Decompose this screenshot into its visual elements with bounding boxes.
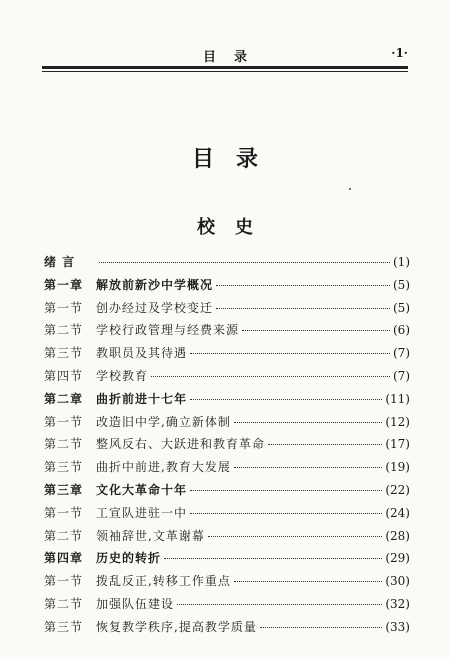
toc-entry-page: (17): [385, 437, 410, 452]
dot-leader: [164, 558, 382, 559]
toc-entry-page: (1): [393, 255, 410, 269]
running-title: 目录: [202, 50, 265, 65]
toc-entry[interactable]: [44, 458, 410, 481]
page-number: ·1·: [391, 46, 408, 60]
toc-entry[interactable]: [44, 595, 410, 618]
toc-entry-page: (30): [385, 574, 410, 589]
toc-entry-title: 学校教育: [96, 368, 149, 383]
dot-leader: [190, 490, 382, 491]
toc-entry-label: 第二章: [44, 391, 84, 406]
toc-entry[interactable]: [44, 299, 410, 322]
toc-entry[interactable]: [44, 435, 410, 458]
toc-entry-title: 恢复教学秩序,提高教学质量: [96, 619, 257, 634]
toc-entry-label: 第一节: [44, 505, 84, 520]
dot-leader: [268, 444, 382, 445]
dot-leader: [216, 308, 390, 309]
toc-entry[interactable]: [44, 344, 410, 367]
toc-entry-page: (22): [385, 482, 410, 497]
toc-entry-title: 拨乱反正,转移工作重点: [96, 574, 231, 589]
dot-leader: [190, 353, 390, 354]
dot-leader: [99, 262, 390, 263]
toc-entry[interactable]: [44, 504, 410, 527]
toc-entry-label: 第二节: [44, 437, 84, 452]
dot-leader: [260, 627, 383, 628]
print-speck: [349, 188, 351, 190]
page-title: 目录: [191, 147, 280, 172]
toc-entry[interactable]: [44, 527, 410, 550]
toc-entry-label: 第一章: [44, 277, 84, 292]
toc-entry-label: 第一节: [44, 574, 84, 589]
toc-entry[interactable]: [44, 367, 410, 390]
toc-entry-label: 第二节: [44, 528, 84, 543]
toc-entry-label: 第四章: [44, 551, 84, 566]
dot-leader: [234, 467, 383, 468]
header-rule-thin: [42, 71, 408, 72]
toc-entry-title: 文化大革命十年: [96, 482, 188, 497]
toc-entry-label: 绪 言: [44, 255, 76, 269]
toc-entry-title: 教职员及其待遇: [96, 346, 188, 361]
toc-entry-page: (5): [393, 277, 410, 292]
dot-leader: [190, 513, 382, 514]
header-rule-thick: [42, 66, 408, 69]
toc-entry-page: (33): [385, 619, 410, 634]
dot-leader: [234, 422, 383, 423]
toc-entry-page: (5): [393, 300, 410, 315]
toc-entry-title: 改造旧中学,确立新体制: [96, 414, 231, 429]
toc-entry-page: (19): [385, 460, 410, 475]
toc-entry[interactable]: [44, 276, 410, 299]
toc-entry-label: 第四节: [44, 368, 84, 383]
toc-entry-label: 第三节: [44, 460, 84, 475]
table-of-contents: [44, 253, 410, 641]
toc-entry[interactable]: [44, 572, 410, 595]
toc-entry-page: (24): [385, 505, 410, 520]
toc-entry-label: 第三节: [44, 346, 84, 361]
toc-entry[interactable]: [44, 618, 410, 641]
toc-entry-title: 曲折前进十七年: [96, 391, 188, 406]
toc-entry-title: 创办经过及学校变迁: [96, 300, 214, 315]
toc-entry-title: 解放前新沙中学概况: [96, 277, 214, 292]
toc-entry-page: (7): [393, 368, 410, 383]
toc-entry-label: 第一节: [44, 414, 84, 429]
toc-entry-page: (32): [385, 596, 410, 611]
toc-entry-page: (29): [385, 551, 410, 566]
dot-leader: [177, 604, 382, 605]
toc-entry-page: (28): [385, 528, 410, 543]
toc-entry-title: 领袖辞世,文革谢幕: [96, 528, 205, 543]
dot-leader: [208, 536, 383, 537]
toc-entry-label: 第二节: [44, 323, 84, 338]
toc-entry-label: 第一节: [44, 300, 84, 315]
section-title: 校史: [197, 217, 273, 238]
toc-entry[interactable]: [44, 321, 410, 344]
toc-entry-title: 加强队伍建设: [96, 596, 175, 611]
toc-entry-label: 第二节: [44, 596, 84, 611]
toc-entry-label: 第三章: [44, 482, 84, 497]
dot-leader: [242, 330, 390, 331]
toc-entry-title: 历史的转折: [96, 551, 162, 566]
toc-entry-title: 学校行政管理与经费来源: [96, 323, 240, 338]
toc-entry-page: (12): [385, 414, 410, 429]
toc-entry-page: (7): [393, 346, 410, 361]
dot-leader: [216, 285, 390, 286]
toc-entry[interactable]: [44, 481, 410, 504]
toc-entry-title: 整风反右、大跃进和教育革命: [96, 437, 266, 452]
toc-entry-page: (11): [385, 391, 410, 406]
toc-entry-page: (6): [393, 323, 410, 338]
dot-leader: [190, 399, 382, 400]
dot-leader: [234, 581, 383, 582]
toc-entry-label: 第三节: [44, 619, 84, 634]
running-header: [42, 44, 408, 66]
toc-entry[interactable]: [44, 390, 410, 413]
toc-entry[interactable]: [44, 413, 410, 436]
toc-entry[interactable]: [44, 253, 410, 276]
dot-leader: [151, 376, 390, 377]
toc-entry[interactable]: [44, 549, 410, 572]
toc-entry-title: 曲折中前进,教育大发展: [96, 460, 231, 475]
toc-entry-title: 工宣队进驻一中: [96, 505, 188, 520]
